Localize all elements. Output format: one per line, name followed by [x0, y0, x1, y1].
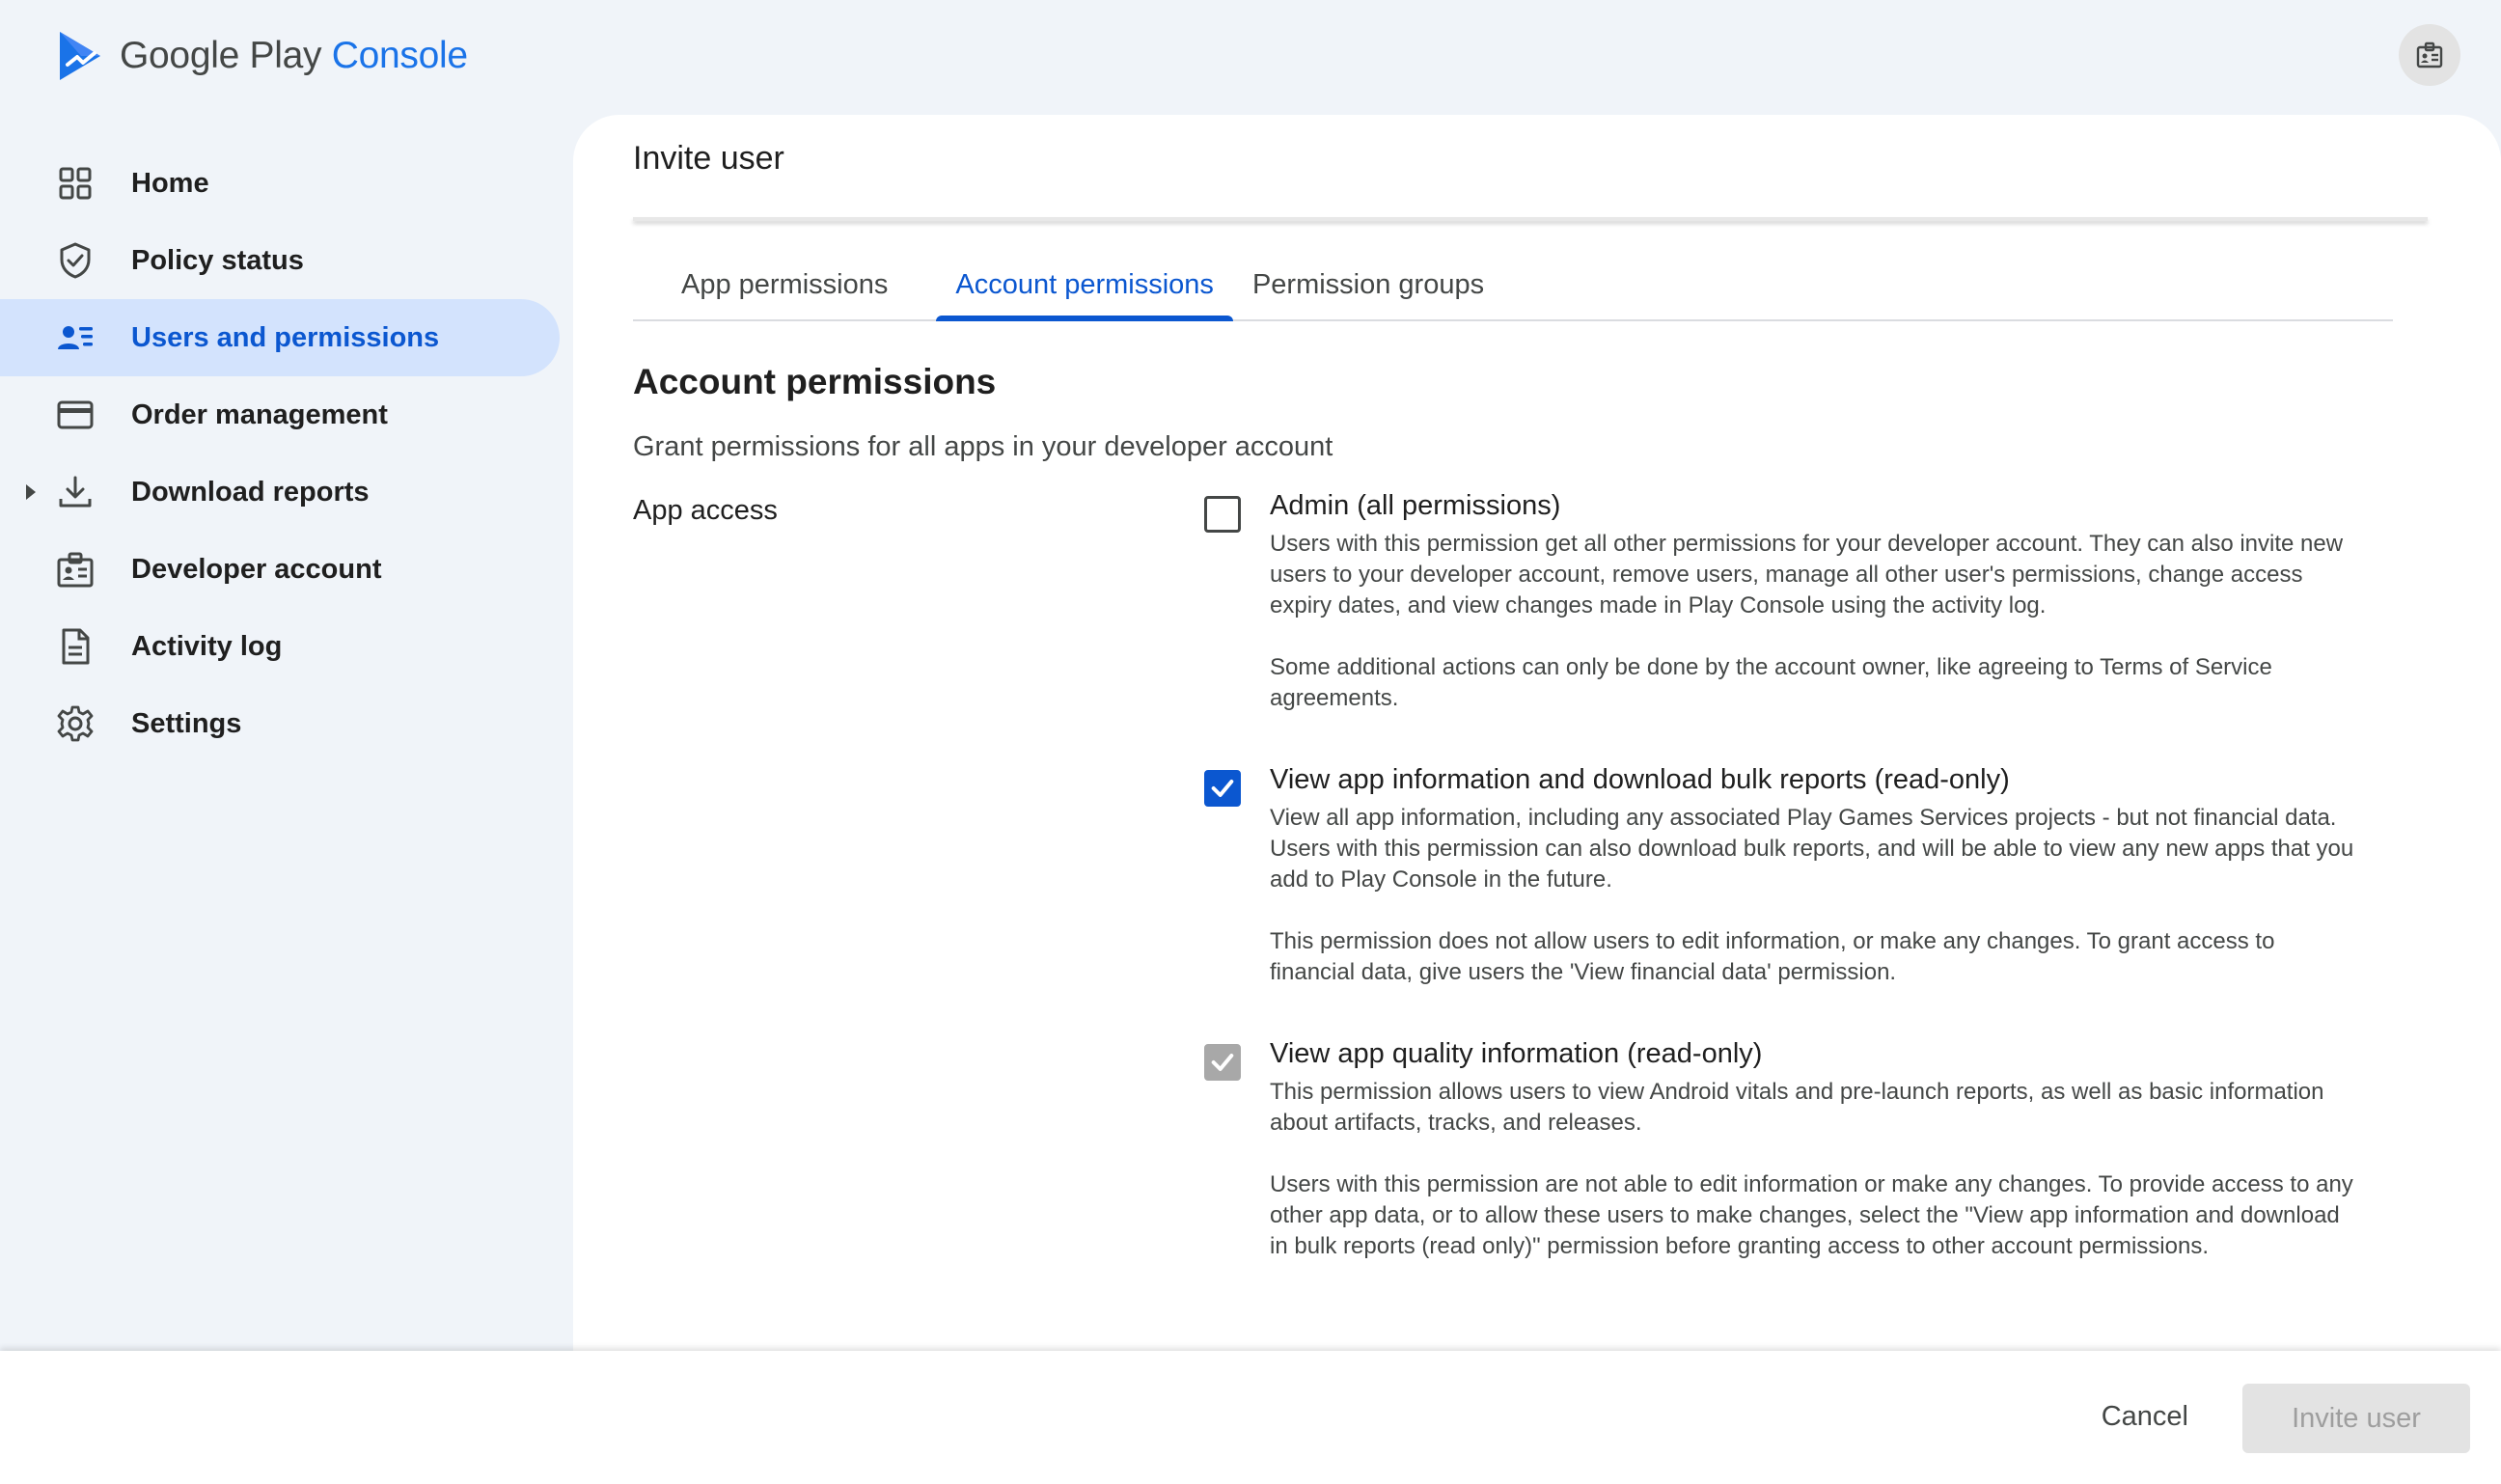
sidebar-item-label: Activity log: [131, 630, 283, 662]
permission-title: View app quality information (read-only): [1270, 1038, 1763, 1069]
play-console-logo-icon: [56, 30, 104, 82]
sidebar-item-policy-status[interactable]: [0, 222, 573, 299]
sidebar-item-label: Users and permissions: [131, 321, 440, 353]
sidebar-item-activity-log[interactable]: [0, 608, 573, 685]
badge-icon: [2414, 40, 2445, 70]
badge-icon: [56, 550, 95, 589]
brand-product: Console: [331, 35, 468, 76]
document-icon: [56, 627, 95, 666]
permission-tabs: [633, 250, 2393, 321]
permission-description: [1270, 803, 2360, 988]
permission-description: [1270, 529, 2360, 714]
tab-account-permissions[interactable]: Account permissions: [936, 250, 1233, 319]
brand-name: Google Play: [120, 35, 322, 76]
sidebar-item-download-reports[interactable]: [0, 453, 573, 531]
permission-admin: [1204, 490, 2362, 722]
permission-title: View app information and download bulk reports (read-only): [1270, 764, 2010, 795]
permission-description-paragraph: Some additional actions can only be done by the account owner, like agreeing to Terms of Service agreements.: [1270, 654, 2272, 711]
permission-description-paragraph: This permission does not allow users to edit information, or make any changes. To grant access to financial data, give users the 'View financial data' permission.: [1270, 928, 2275, 985]
sidebar-item-settings[interactable]: [0, 685, 573, 762]
sidebar-item-order-management[interactable]: [0, 376, 573, 453]
view-app-quality-checkbox[interactable]: [1204, 1044, 1241, 1081]
sidebar-item-home[interactable]: [0, 145, 573, 222]
sidebar-item-label: Home: [131, 167, 209, 199]
sidebar-item-users-and-permissions[interactable]: [0, 299, 560, 376]
action-footer: [0, 1351, 2501, 1484]
sidebar-item-label: Developer account: [131, 553, 382, 585]
people-list-icon: [56, 318, 95, 357]
logo-text: [120, 35, 468, 77]
permission-description-paragraph: View all app information, including any associated Play Games Services projects - but not financial data. Users with this permission can also download bulk reports, and will be able to view any new apps that you add to Play Console in the future.: [1270, 805, 2354, 893]
section-subtitle: Grant permissions for all apps in your developer account: [633, 431, 1333, 462]
admin-checkbox[interactable]: [1204, 496, 1241, 533]
invite-user-card: [573, 115, 2501, 1358]
app-access-label: App access: [633, 495, 778, 526]
shield-check-icon: [56, 241, 95, 280]
permission-title: Admin (all permissions): [1270, 490, 1561, 521]
developer-account-button[interactable]: [2399, 24, 2460, 86]
expand-caret-icon[interactable]: [23, 481, 39, 504]
section-title: Account permissions: [633, 362, 997, 401]
view-app-info-checkbox[interactable]: [1204, 770, 1241, 807]
grid-icon: [56, 164, 95, 203]
tab-app-permissions[interactable]: App permissions: [681, 268, 889, 300]
sidebar-item-label: Download reports: [131, 476, 370, 508]
permission-description-paragraph: This permission allows users to view Android vitals and pre-launch reports, as well as basic information about artifacts, tracks, and releases.: [1270, 1079, 2324, 1136]
permission-view-app-quality: [1204, 1038, 2362, 1308]
sidebar-item-label: Policy status: [131, 244, 304, 276]
permission-description-paragraph: Users with this permission are not able to edit information or make any changes. To provide access to any other app data, or to allow these users to make changes, select the "View app information and download in bulk reports (read only)" permission before granting access to other account permissions.: [1270, 1171, 2353, 1259]
permission-view-app-info: [1204, 764, 2362, 996]
sidebar-nav: [0, 145, 573, 762]
sidebar-item-label: Settings: [131, 707, 242, 739]
header-divider: [633, 217, 2428, 221]
play-console-logo[interactable]: [56, 25, 468, 87]
page-title: Invite user: [633, 140, 784, 177]
gear-icon: [56, 704, 95, 743]
sidebar-item-label: Order management: [131, 398, 388, 430]
permission-description-paragraph: Users with this permission get all other permissions for your developer account. They can also invite new users to your developer account, remove users, manage all other user's permissions, change access expiry dates, and view changes made in Play Console using the activity log.: [1270, 531, 2344, 618]
permission-description: [1270, 1077, 2360, 1262]
cancel-button[interactable]: Cancel: [2078, 1382, 2212, 1451]
invite-user-button[interactable]: Invite user: [2242, 1384, 2470, 1453]
check-icon: [1209, 775, 1236, 802]
sidebar-item-developer-account[interactable]: [0, 531, 573, 608]
check-icon: [1209, 1049, 1236, 1076]
credit-card-icon: [56, 396, 95, 434]
tab-permission-groups[interactable]: Permission groups: [1251, 268, 1485, 300]
download-icon: [56, 473, 95, 511]
